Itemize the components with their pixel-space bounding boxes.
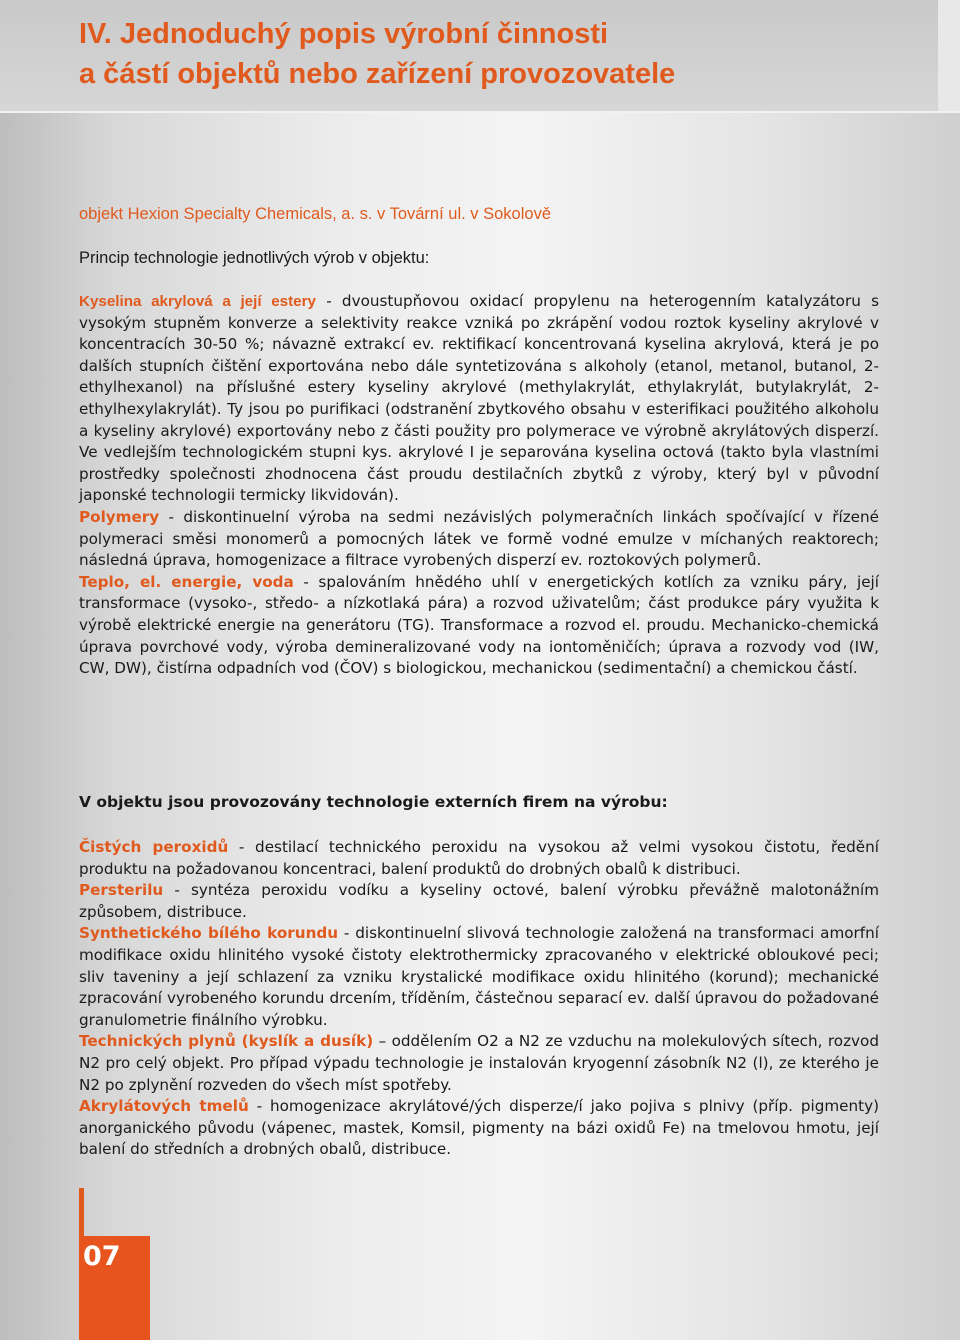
persteril-text: - syntéza peroxidu vodíku a kyseliny octové, balení výrobku převážně malotonážním způsobem, distribuce.	[79, 881, 879, 921]
principle-heading: Princip technologie jednotlivých výrob v objektu:	[79, 249, 430, 267]
corundum-paragraph	[79, 923, 879, 1031]
energy-text: - spalováním hnědého uhlí v energetických kotlích za vzniku páry, její transformace (vysoko-, středo- a nízkotlaká pára) a rozvod uživatelům; část produkce páry využita k výrobě elektrické energie na generátoru (TG). Transformace a rozvod el. proudu. Mechanicko-chemická úprava povrchové vody, výroba demineralizované vody na iontoměničích; úprava a rozvody vod (IW, CW, DW), čistírna odpadních vod (ČOV) s biologickou, mechanickou (sedimentační) a chemickou částí.	[79, 572, 879, 678]
corundum-text: - diskontinuelní slivová technologie založená na transformaci amorfní modifikace oxidu hlinitého vysoké čistoty elektrothermicky zpracovaného v elektrické obloukové peci; sliv taveniny a její schlazení za vzniku krystalické modifikace oxidu hlinitého (korund); mechanické zpracování vyrobeného korundu drcením, tříděním, částečnou separací ev. další úpravou do požadované granulometrie finálního výrobku.	[79, 924, 879, 1029]
persteril-label: Persterilu	[79, 881, 164, 900]
header-accent-strip	[938, 0, 960, 111]
acrylic-acid-text: - dvoustupňovou oxidací propylenu na heterogenním katalyzátoru s vysokým stupněm konverze a selektivity reakce vzniká po zkrápění vodou roztok kyseliny akrylové v koncentracích 30-50 %; návazně extrakcí ev. rektifikací koncentrovaná kyselina akrylová, která je po dalších stupních čištění exportována nebo dále syntetizována s alkoholy (etanol, metanol, butanol, 2-ethylhexanol) na příslušné estery kyseliny akrylové (methylakrylát, ethylakrylát, butylakrylát, 2-ethylhexylakrylát). Ty jsou po purifikaci (odstranění zbytkového obsahu v esterifikaci použitého alkoholu a kyseliny akrylové) exportovány nebo z části použity pro polymerace ve výrobně akrylátových disperzí. Ve vedlejším technologickém stupni kys. akrylové I je separována kyselina octová (takto byla vlastními prostředky společnosti zhodnocena část proudu destilačních zbytků z výroby, který byl v původní japonské technologii termicky likvidován).	[79, 292, 879, 505]
page-number: 07	[83, 1241, 121, 1272]
technical-gases-label: Technických plynů (kyslík a dusík)	[79, 1032, 374, 1051]
acrylic-acid-label: Kyselina akrylová a její estery	[79, 293, 316, 310]
energy-label: Teplo, el. energie, voda	[79, 572, 294, 591]
page-title	[79, 14, 675, 94]
energy-paragraph	[79, 572, 879, 680]
object-name: objekt Hexion Specialty Chemicals, a. s. v Tovární ul. v Sokolově	[79, 205, 551, 223]
polymers-paragraph	[79, 507, 879, 572]
acrylic-acid-paragraph	[79, 291, 879, 507]
header-band	[0, 0, 960, 113]
acrylic-binders-paragraph	[79, 1096, 879, 1161]
external-technologies-heading: V objektu jsou provozovány technologie externích firem na výrobu:	[79, 793, 668, 811]
acrylic-binders-text: - homogenizace akrylátové/ých disperze/í jako pojiva s plnivy (příp. pigmenty) anorganického původu (vápenec, mastek, Komsil, pigmenty na bázi oxidů Fe) na tmelovou hmotu, její balení do středních a drobných obalů, distribuce.	[79, 1097, 880, 1159]
technical-gases-paragraph	[79, 1031, 879, 1096]
production-principles-section	[79, 291, 879, 680]
corundum-label: Synthetického bílého korundu	[79, 924, 339, 943]
acrylic-binders-label: Akrylátových tmelů	[79, 1097, 249, 1116]
peroxide-text: - destilací technického peroxidu na vysokou až velmi vysokou čistotu, ředění produktu na požadovanou koncentraci, balení produktů do drobných obalů k distribuci.	[79, 838, 879, 878]
polymers-text: - diskontinuelní výroba na sedmi nezávislých polymeračních linkách spočívající v řízené polymeraci směsi monomerů a pomocných látek ve formě vodné emulze v míchaných reaktorech; následná úprava, homogenizace a filtrace vyrobených disperzí ev. roztokových polymerů.	[79, 507, 879, 570]
external-technologies-section	[79, 791, 879, 1161]
peroxide-paragraph	[79, 837, 879, 880]
polymers-label: Polymery	[79, 507, 160, 526]
page-title-line-1: IV. Jednoduchý popis výrobní činnosti	[79, 18, 609, 50]
persteril-paragraph	[79, 880, 879, 923]
page-title-line-2: a částí objektů nebo zařízení provozovatele	[79, 58, 676, 90]
peroxide-label: Čistých peroxidů	[79, 838, 229, 856]
technical-gases-text: – oddělením O2 a N2 ze vzduchu na molekulových sítech, rozvod N2 pro celý objekt. Pro případ výpadu technologie je instalován kryogenní zásobník N2 (l), ze kterého je N2 po zplynění rozveden do všech míst spotřeby.	[79, 1032, 879, 1094]
